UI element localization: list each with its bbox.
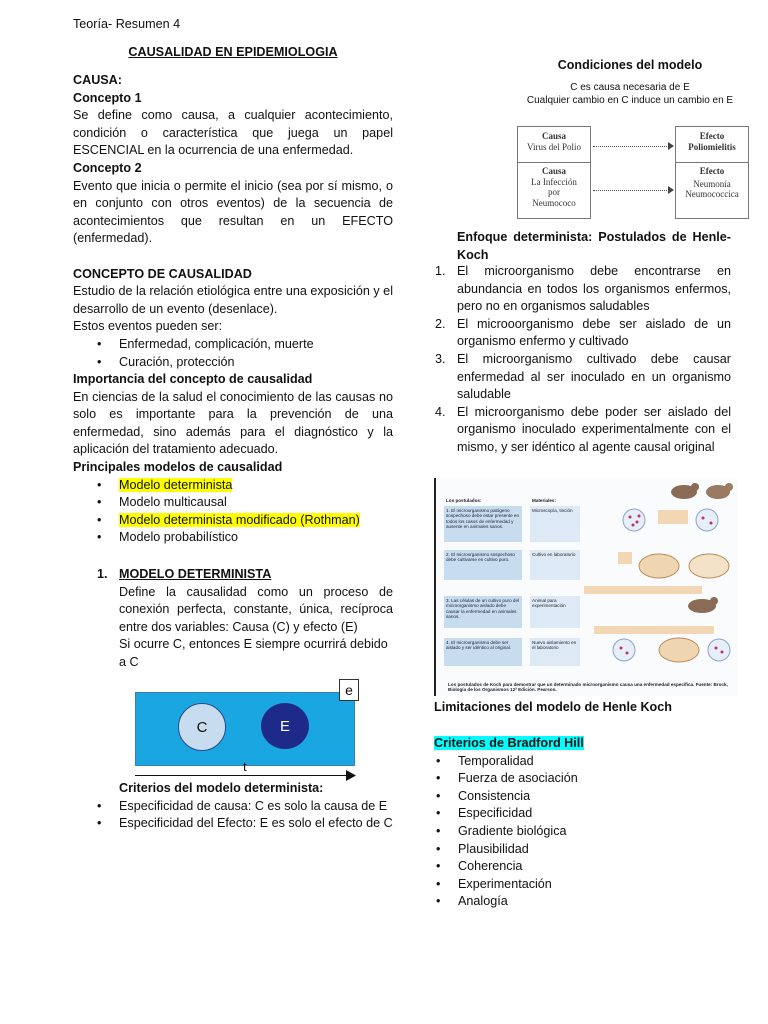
modelo-determinista-section [73,566,393,672]
concepto2-heading: Concepto 2 [73,160,142,175]
list-item: • Especificidad del Efecto: E es solo el efecto de C [73,815,393,833]
list-item: • Modelo multicausal [73,494,393,512]
henle-koch-heading: Enfoque determinista: Postulados de Henle-Koch [457,230,731,262]
arrow-right-icon [668,186,674,194]
list-item: • Enfermedad, complicación, muerte [73,336,393,354]
criterios-heading: Criterios del modelo determinista: [119,781,324,795]
modelo-determinista-heading: MODELO DETERMINISTA [119,567,272,581]
document-title: CAUSALIDAD EN EPIDEMIOLOGIA [128,45,338,59]
koch-figure-caption: Los postulados de Koch para demostrar que un determinado microorganismo causa una enfermedad específica. Fuente: Brock, Biología de los Organismos 12ª Edición. Pearson. [448,682,728,693]
modelo-determinista-text2: Si ocurre C, entonces E siempre ocurrirá debido a C [119,637,388,669]
dotted-connector [593,146,669,147]
list-item: • Gradiente biológica [434,823,734,841]
eventos-list [73,336,393,371]
modelo-determinista-text: Define la causalidad como un proceso de conexión perfecta, constante, única, recíproca entre dos variables: Causa (C) y efecto (E) [119,584,393,634]
conditions-title: Condiciones del modelo [557,58,703,72]
modelos-heading: Principales modelos de causalidad [73,460,283,475]
list-item: • Plausibilidad [434,841,734,859]
list-item: 4. El microorganismo debe poder ser aislado del organismo inoculado experimentalmente con el mismo, y ser idéntico al agente causal original [435,404,731,454]
list-item: • Temporalidad [434,753,734,771]
list-item: • Modelo determinista [73,477,393,495]
bradford-list [434,753,734,911]
effect-circle: E [261,703,309,749]
list-item: • Modelo determinista modificado (Rothman) [73,512,393,530]
list-item: • Curación, protección [73,354,393,372]
list-item: • Consistencia [434,788,734,806]
limitaciones-heading: Limitaciones del modelo de Henle Koch [434,700,672,714]
cause-box-neumococo: Causa La Infección por Neumococo [517,162,591,219]
time-axis-line [135,775,353,776]
list-item: 1. El microorganismo debe encontrarse en abundancia en todos los organismos enfermos, pero no en organismos saludables [435,264,731,314]
conditions-line2: Cualquier cambio en C induce un cambio en E [526,95,734,106]
modelos-list [73,477,393,547]
bradford-heading: Criterios de Bradford Hill [434,736,584,750]
koch-illustration [584,478,738,674]
causa-heading: CAUSA: [73,73,122,87]
eventos-intro: Estos eventos pueden ser: [73,319,223,334]
causalidad-heading: CONCEPTO DE CAUSALIDAD [73,266,252,281]
list-item: • Especificidad [434,805,734,823]
causalidad-text: Estudio de la relación etiológica entre una exposición y el desarrollo de un evento (desenlace). [73,284,393,316]
list-item: 2. El microoorganismo debe ser aislado de un organismo enfermo y cultivado [435,316,731,349]
effect-small-box: e [339,679,359,701]
concepto2-text: Evento que inicia o permite el inicio (sea por sí mismo, o en conjunto con otros eventos) de la secuencia de acontecimientos que resultan en un EFECTO (enfermedad). [73,178,393,246]
cause-box-polio: Causa Virus del Polio [517,126,591,166]
postulados-list [433,263,731,457]
header-label: Teoría- Resumen 4 [73,17,181,31]
criterios-determinista-section [73,780,393,833]
list-item: • Analogía [434,893,734,911]
list-item: • Modelo probabilístico [73,529,393,547]
koch-postulates-figure: Los postulados: Materiales: 1. El microorganismo patógeno sospechoso debe estar presente en todos los casos de enfermedad y ausente en animales sanos. Microscopía, tinción 2. El microorganismo sospechoso debe cultivarse en cultivo puro. Cultivo en laboratorio 3. Las células de un cultivo puro del microorganismo aislado debe causar la enfermedad en animales sanos. Animal para experimentación 4. El microorganismo debe ser aislado y ser idéntico al original. Nuevo aislamiento en el laboratorio Los postulados de Koch para demostrar que un determinado microorganismo causa una enfermedad específica. Fuente: Brock, Biología de los Organismos 12ª Edición. Pearson. [434,478,738,696]
list-item: • Coherencia [434,858,734,876]
causal-diagram [135,692,355,766]
dotted-connector [593,190,669,191]
bradford-section [434,735,734,911]
importancia-heading: Importancia del concepto de causalidad [73,372,313,387]
left-column [73,72,393,547]
list-item: • Fuerza de asociación [434,770,734,788]
effect-box-polio: Efecto Poliomielitis [675,126,749,166]
criterios-list [73,798,393,833]
conditions-line1: C es causa necesaria de E [570,82,690,93]
arrow-right-icon [668,142,674,150]
cause-circle: C [178,703,226,751]
importancia-text: En ciencias de la salud el conocimiento de las causas no solo es importante para la prevención de una enfermedad, sino además para el diagnóstico y la aplicación del tratamiento adecuado. [73,389,393,457]
concepto1-text: Se define como causa, a cualquier acontecimiento, condición o característica que juega un papel ESCENCIAL en la ocurrencia de una enfermedad. [73,108,393,158]
time-label: t [243,759,247,774]
list-item: • Especificidad de causa: C es solo la causa de E [73,798,393,816]
concepto1-heading: Concepto 1 [73,90,142,105]
list-item: • Experimentación [434,876,734,894]
effect-box-neumonia: Efecto Neumonía Neumococcica [675,162,749,219]
list-item: 3. El microorganismo cultivado debe causar enfermedad al ser inoculado en un organismo saludable [435,351,731,402]
section-number: 1. [97,567,108,581]
